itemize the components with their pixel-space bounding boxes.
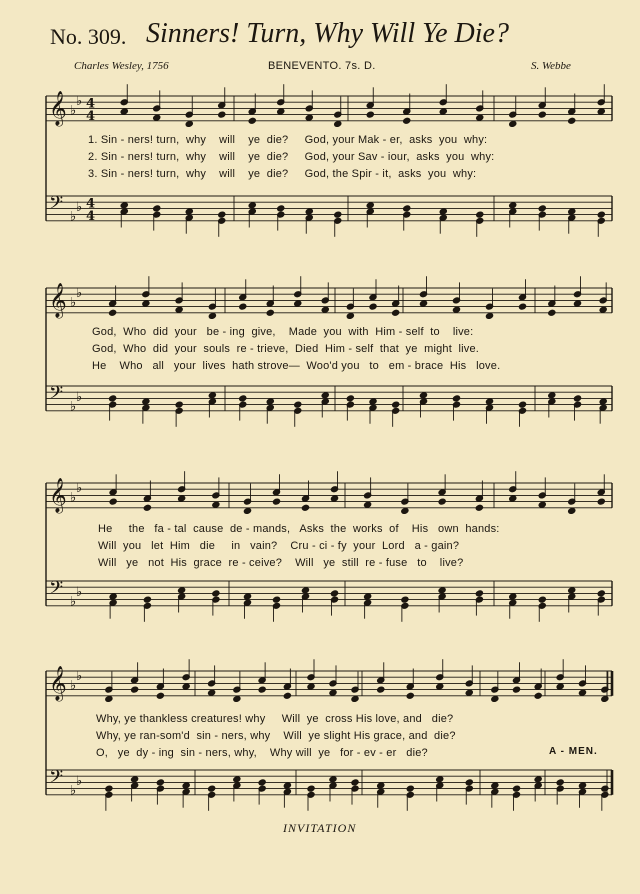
note-head (305, 114, 313, 121)
note-head (465, 779, 473, 786)
note-head (403, 205, 411, 212)
note-head (597, 498, 605, 505)
note-head (248, 202, 256, 209)
note-head (401, 507, 409, 514)
note-head (321, 306, 329, 313)
note-head (131, 686, 139, 693)
flat-icon: ♭ (70, 783, 77, 799)
note-head (401, 596, 409, 603)
note-head (578, 782, 586, 789)
lyric-line: He the fa - tal cause de - mands, Asks the works of His own hands: (98, 523, 500, 535)
note-head (491, 782, 499, 789)
lyric-line: God, Who did your be - ing give, Made you with Him - self to live: (92, 326, 474, 338)
author-credit: Charles Wesley, 1756 (74, 60, 169, 72)
note-head (182, 782, 190, 789)
note-head (597, 590, 605, 597)
lyric-line: Will ye not His grace re - ceive? Will ye still re - fuse to live? (98, 557, 464, 569)
note-head (597, 108, 605, 115)
note-head (538, 205, 546, 212)
flat-icon: ♭ (70, 399, 77, 415)
note-head (294, 300, 302, 307)
note-head (182, 683, 190, 690)
note-head (364, 593, 372, 600)
time-signature: 4 (86, 208, 96, 224)
note-head (208, 392, 216, 399)
time-signature: 4 (86, 108, 96, 124)
flat-icon: ♭ (76, 94, 83, 109)
note-head (208, 689, 216, 696)
bass-clef-icon: 𝄢 (49, 193, 64, 218)
note-head (369, 398, 377, 405)
footer-caption: INVITATION (283, 821, 357, 835)
note-head (512, 686, 520, 693)
note-head (419, 392, 427, 399)
note-head (120, 108, 128, 115)
note-head (538, 111, 546, 118)
treble-clef-icon: 𝄞 (49, 478, 67, 513)
note-head (105, 695, 113, 702)
treble-clef-icon: 𝄞 (49, 91, 67, 126)
note-head (185, 120, 193, 127)
flat-icon: ♭ (70, 678, 77, 694)
note-head (599, 306, 607, 313)
hymn-number: No. 309. (50, 24, 127, 49)
note-head (485, 312, 493, 319)
note-head (143, 596, 151, 603)
note-head (142, 398, 150, 405)
note-head (573, 300, 581, 307)
note-head (109, 395, 117, 402)
note-head (403, 117, 411, 124)
bass-clef-icon: 𝄢 (49, 578, 64, 603)
note-head (436, 776, 444, 783)
note-head (334, 120, 342, 127)
note-head (330, 590, 338, 597)
note-head (248, 117, 256, 124)
lyric-line: 1. Sin - ners! turn, why will ye die? God, your Mak - er, asks you why: (88, 134, 488, 146)
note-head (330, 495, 338, 502)
note-head (509, 120, 517, 127)
note-head (307, 683, 315, 690)
note-head (208, 312, 216, 319)
note-head (366, 202, 374, 209)
note-head (538, 501, 546, 508)
note-head (266, 398, 274, 405)
note-head (476, 114, 484, 121)
lyric-line: 2. Sin - ners! turn, why will ye die? God, your Sav - iour, asks you why: (88, 151, 495, 163)
note-head (452, 306, 460, 313)
note-head (218, 111, 226, 118)
note-head (156, 692, 164, 699)
note-head (568, 208, 576, 215)
note-head (109, 309, 117, 316)
note-head (548, 309, 556, 316)
treble-clef-icon: 𝄞 (49, 283, 67, 318)
note-head (334, 211, 342, 218)
note-head (212, 501, 220, 508)
notes (49, 84, 609, 811)
bass-clef-icon: 𝄢 (49, 767, 64, 792)
note-head (105, 785, 113, 792)
note-head (518, 401, 526, 408)
time-signature: 4 (86, 196, 96, 212)
note-head (175, 401, 183, 408)
note-head (573, 395, 581, 402)
note-head (599, 398, 607, 405)
note-head (277, 108, 285, 115)
note-head (233, 776, 241, 783)
note-head (305, 208, 313, 215)
note-head (601, 785, 609, 792)
note-head (185, 208, 193, 215)
note-head (156, 779, 164, 786)
note-head (142, 300, 150, 307)
note-head (307, 785, 315, 792)
treble-clef-icon: 𝄞 (49, 666, 67, 701)
note-head (272, 498, 280, 505)
note-head (452, 395, 460, 402)
note-head (321, 392, 329, 399)
note-head (597, 211, 605, 218)
note-head (538, 596, 546, 603)
note-head (568, 117, 576, 124)
flat-icon: ♭ (76, 390, 83, 406)
note-head (258, 779, 266, 786)
note-head (277, 205, 285, 212)
note-head (243, 507, 251, 514)
note-head (369, 303, 377, 310)
note-head (377, 782, 385, 789)
note-head (366, 111, 374, 118)
note-head (153, 114, 161, 121)
note-head (512, 785, 520, 792)
note-head (476, 211, 484, 218)
note-head (153, 205, 161, 212)
note-head (272, 596, 280, 603)
note-head (392, 401, 400, 408)
note-head (534, 692, 542, 699)
note-head (509, 593, 517, 600)
note-head (438, 587, 446, 594)
time-signature: 4 (86, 96, 96, 112)
note-head (475, 504, 483, 511)
note-head (178, 495, 186, 502)
flat-icon: ♭ (76, 774, 83, 790)
hymn-title: Sinners! Turn, Why Will Ye Die? (146, 18, 509, 49)
composer-credit: S. Webbe (531, 60, 571, 72)
note-head (419, 300, 427, 307)
note-head (364, 501, 372, 508)
note-head (266, 309, 274, 316)
note-head (218, 211, 226, 218)
note-head (485, 398, 493, 405)
note-head (351, 779, 359, 786)
flat-icon: ♭ (76, 481, 83, 496)
note-head (109, 593, 117, 600)
note-head (258, 686, 266, 693)
note-head (178, 587, 186, 594)
note-head (329, 689, 337, 696)
note-head (283, 692, 291, 699)
tune-name: BENEVENTO. 7s. D. (268, 60, 376, 72)
note-head (509, 202, 517, 209)
note-head (578, 689, 586, 696)
note-head (239, 395, 247, 402)
note-head (465, 689, 473, 696)
note-head (143, 504, 151, 511)
note-head (475, 590, 483, 597)
lyric-line: God, Who did your souls re - trieve, Died Him - self that ye might live. (92, 343, 480, 355)
note-head (243, 593, 251, 600)
note-head (346, 312, 354, 319)
lyric-line: Will you let Him die in vain? Cru - ci - fy your Lord a - gain? (98, 540, 460, 552)
note-head (283, 782, 291, 789)
flat-icon: ♭ (76, 286, 83, 301)
note-head (534, 776, 542, 783)
note-head (175, 306, 183, 313)
flat-icon: ♭ (70, 209, 77, 225)
note-head (329, 776, 337, 783)
amen-label: A - MEN. (549, 746, 598, 757)
note-head (556, 779, 564, 786)
note-head (491, 695, 499, 702)
note-head (301, 504, 309, 511)
note-head (109, 498, 117, 505)
note-head (548, 392, 556, 399)
note-head (301, 587, 309, 594)
note-head (346, 395, 354, 402)
note-head (377, 686, 385, 693)
note-head (239, 303, 247, 310)
note-head (509, 495, 517, 502)
note-head (439, 108, 447, 115)
note-head (294, 401, 302, 408)
flat-icon: ♭ (76, 200, 83, 216)
lyric-line: 3. Sin - ners! turn, why will ye die? God, the Spir - it, asks you why: (88, 168, 477, 180)
note-head (131, 776, 139, 783)
note-head (568, 587, 576, 594)
flat-icon: ♭ (70, 103, 77, 119)
note-head (212, 590, 220, 597)
lyric-line: O, ye dy - ing sin - ners, why, Why will ye for - ev - er die? (96, 747, 428, 759)
note-head (438, 498, 446, 505)
flat-icon: ♭ (76, 669, 83, 684)
lyric-line: Why, ye thankless creatures! why Will ye cross His love, and die? (96, 713, 454, 725)
lyric-line: He Who all your lives hath strove— Woo'd you to em - brace His love. (92, 360, 501, 372)
flat-icon: ♭ (70, 490, 77, 506)
flat-icon: ♭ (76, 585, 83, 601)
note-head (518, 303, 526, 310)
note-head (120, 202, 128, 209)
note-head (601, 695, 609, 702)
bass-clef-icon: 𝄢 (49, 383, 64, 408)
note-head (406, 785, 414, 792)
note-head (556, 683, 564, 690)
note-head (233, 695, 241, 702)
note-head (392, 309, 400, 316)
flat-icon: ♭ (70, 295, 77, 311)
lyric-line: Why, ye ran-som'd sin - ners, why Will ye slight His grace, and die? (96, 730, 456, 742)
note-head (568, 507, 576, 514)
note-head (436, 683, 444, 690)
note-head (439, 208, 447, 215)
note-head (208, 785, 216, 792)
flat-icon: ♭ (70, 594, 77, 610)
note-head (406, 692, 414, 699)
note-head (351, 695, 359, 702)
